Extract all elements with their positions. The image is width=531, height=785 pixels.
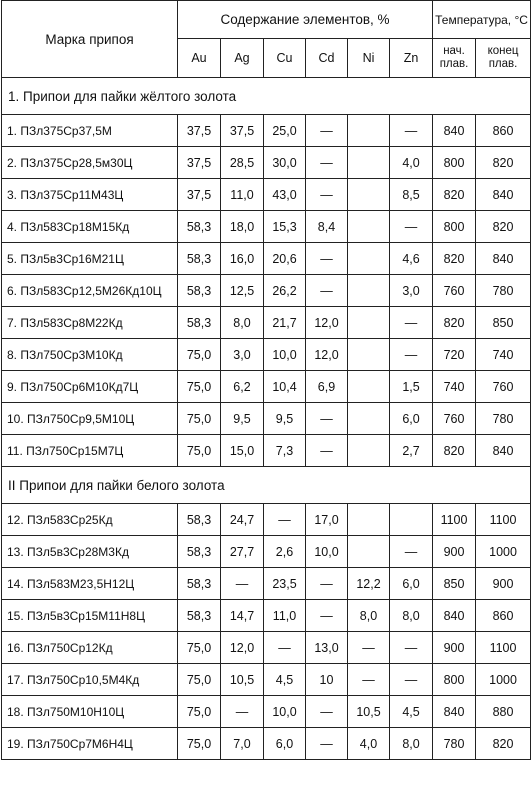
solder-grade-cell: 14. ПЗл583М23,5Н12Ц <box>2 568 178 600</box>
cell-start: 840 <box>433 696 476 728</box>
cell-ni <box>348 147 390 179</box>
cell-au: 75,0 <box>178 728 221 760</box>
cell-cu: 7,3 <box>264 435 306 467</box>
cell-start: 760 <box>433 275 476 307</box>
cell-ni <box>348 211 390 243</box>
cell-zn: 2,7 <box>390 435 433 467</box>
table-row <box>2 179 531 211</box>
cell-au: 75,0 <box>178 403 221 435</box>
cell-cu: 20,6 <box>264 243 306 275</box>
element-header-ni: Ni <box>348 39 390 78</box>
cell-ni: 4,0 <box>348 728 390 760</box>
cell-au: 58,3 <box>178 307 221 339</box>
cell-zn: — <box>390 632 433 664</box>
cell-au: 58,3 <box>178 504 221 536</box>
element-header-cd: Cd <box>306 39 348 78</box>
element-header-au: Au <box>178 39 221 78</box>
cell-cd: 12,0 <box>306 307 348 339</box>
temperature-column-header: Температура, °С <box>433 1 531 39</box>
cell-ni <box>348 115 390 147</box>
cell-ag: 6,2 <box>221 371 264 403</box>
solder-grade-cell: 16. ПЗл750Ср12Кд <box>2 632 178 664</box>
cell-end: 850 <box>476 307 531 339</box>
cell-end: 860 <box>476 115 531 147</box>
solder-grade-cell: 1. ПЗл375Ср37,5М <box>2 115 178 147</box>
cell-ag: 12,5 <box>221 275 264 307</box>
cell-cu: 26,2 <box>264 275 306 307</box>
cell-ni: 10,5 <box>348 696 390 728</box>
cell-end: 1000 <box>476 664 531 696</box>
cell-cd: 17,0 <box>306 504 348 536</box>
cell-au: 37,5 <box>178 115 221 147</box>
cell-zn: 8,0 <box>390 600 433 632</box>
table-row <box>2 728 531 760</box>
section-title: 1. Припои для пайки жёлтого золота <box>2 78 531 115</box>
grade-column-header: Марка припоя <box>2 1 178 78</box>
cell-zn: 3,0 <box>390 275 433 307</box>
cell-zn: — <box>390 211 433 243</box>
cell-cd: — <box>306 435 348 467</box>
cell-end: 820 <box>476 211 531 243</box>
solder-grade-cell: 3. ПЗл375Ср11М43Ц <box>2 179 178 211</box>
cell-ag: 11,0 <box>221 179 264 211</box>
cell-au: 37,5 <box>178 179 221 211</box>
solder-grade-cell: 19. ПЗл750Ср7М6Н4Ц <box>2 728 178 760</box>
solder-grade-cell: 11. ПЗл750Ср15М7Ц <box>2 435 178 467</box>
cell-start: 820 <box>433 307 476 339</box>
cell-ag: 7,0 <box>221 728 264 760</box>
cell-cd: — <box>306 179 348 211</box>
cell-end: 840 <box>476 435 531 467</box>
cell-end: 1100 <box>476 632 531 664</box>
cell-zn: 4,5 <box>390 696 433 728</box>
cell-zn: 6,0 <box>390 568 433 600</box>
solder-grade-cell: 9. ПЗл750Ср6М10Кд7Ц <box>2 371 178 403</box>
cell-ag: 28,5 <box>221 147 264 179</box>
table-row <box>2 371 531 403</box>
cell-ni <box>348 403 390 435</box>
cell-end: 760 <box>476 371 531 403</box>
cell-zn <box>390 504 433 536</box>
cell-start: 820 <box>433 243 476 275</box>
cell-ag: 10,5 <box>221 664 264 696</box>
solder-grade-cell: 13. ПЗл5в3Ср28М3Кд <box>2 536 178 568</box>
cell-au: 58,3 <box>178 568 221 600</box>
cell-ni <box>348 275 390 307</box>
cell-au: 75,0 <box>178 632 221 664</box>
cell-end: 740 <box>476 339 531 371</box>
cell-cd: — <box>306 275 348 307</box>
cell-cd: — <box>306 728 348 760</box>
cell-start: 780 <box>433 728 476 760</box>
cell-cu: 10,4 <box>264 371 306 403</box>
solder-grade-cell: 4. ПЗл583Ср18М15Кд <box>2 211 178 243</box>
cell-cu: 43,0 <box>264 179 306 211</box>
cell-cu: 21,7 <box>264 307 306 339</box>
solder-grade-cell: 7. ПЗл583Ср8М22Кд <box>2 307 178 339</box>
cell-start: 760 <box>433 403 476 435</box>
cell-ag: 14,7 <box>221 600 264 632</box>
cell-cd: — <box>306 600 348 632</box>
cell-ag: 12,0 <box>221 632 264 664</box>
table-header <box>2 1 531 78</box>
solder-grade-cell: 2. ПЗл375Ср28,5м30Ц <box>2 147 178 179</box>
cell-ni <box>348 371 390 403</box>
cell-ag: 37,5 <box>221 115 264 147</box>
element-header-cu: Cu <box>264 39 306 78</box>
cell-ag: 24,7 <box>221 504 264 536</box>
cell-zn: 4,6 <box>390 243 433 275</box>
cell-end: 880 <box>476 696 531 728</box>
cell-ni: 8,0 <box>348 600 390 632</box>
table-row <box>2 243 531 275</box>
cell-cd: — <box>306 403 348 435</box>
section-header-row <box>2 467 531 504</box>
cell-start: 1100 <box>433 504 476 536</box>
cell-zn: — <box>390 664 433 696</box>
cell-ag: 27,7 <box>221 536 264 568</box>
cell-cu: 23,5 <box>264 568 306 600</box>
table-row <box>2 307 531 339</box>
cell-cd: — <box>306 147 348 179</box>
melt-start-header: нач. плав. <box>433 39 476 78</box>
cell-zn: 8,5 <box>390 179 433 211</box>
table-row <box>2 504 531 536</box>
solder-grade-cell: 17. ПЗл750Ср10,5М4Кд <box>2 664 178 696</box>
cell-end: 1100 <box>476 504 531 536</box>
cell-end: 840 <box>476 243 531 275</box>
cell-ag: 9,5 <box>221 403 264 435</box>
cell-au: 58,3 <box>178 275 221 307</box>
cell-cu: 15,3 <box>264 211 306 243</box>
table-row <box>2 339 531 371</box>
cell-start: 900 <box>433 536 476 568</box>
cell-start: 800 <box>433 211 476 243</box>
cell-cd: 10 <box>306 664 348 696</box>
cell-au: 58,3 <box>178 536 221 568</box>
cell-start: 740 <box>433 371 476 403</box>
solder-grade-cell: 18. ПЗл750М10Н10Ц <box>2 696 178 728</box>
table-row <box>2 403 531 435</box>
table-row <box>2 435 531 467</box>
cell-au: 75,0 <box>178 371 221 403</box>
cell-ni <box>348 536 390 568</box>
cell-end: 840 <box>476 179 531 211</box>
cell-cd: 12,0 <box>306 339 348 371</box>
cell-au: 58,3 <box>178 243 221 275</box>
cell-cd: 10,0 <box>306 536 348 568</box>
table-row <box>2 664 531 696</box>
table-body <box>2 78 531 760</box>
cell-cd: 13,0 <box>306 632 348 664</box>
cell-ag: 16,0 <box>221 243 264 275</box>
cell-cu: 9,5 <box>264 403 306 435</box>
table-row <box>2 275 531 307</box>
solder-grade-cell: 12. ПЗл583Ср25Кд <box>2 504 178 536</box>
cell-ag: 15,0 <box>221 435 264 467</box>
solder-composition-table <box>1 0 531 760</box>
cell-au: 58,3 <box>178 600 221 632</box>
cell-cd: — <box>306 568 348 600</box>
solder-grade-cell: 10. ПЗл750Ср9,5М10Ц <box>2 403 178 435</box>
cell-end: 780 <box>476 403 531 435</box>
section-title: II Припои для пайки белого золота <box>2 467 531 504</box>
cell-cd: — <box>306 696 348 728</box>
solder-grade-cell: 6. ПЗл583Ср12,5М26Кд10Ц <box>2 275 178 307</box>
table-row <box>2 115 531 147</box>
cell-ag: — <box>221 696 264 728</box>
cell-start: 820 <box>433 179 476 211</box>
table-row <box>2 696 531 728</box>
cell-au: 37,5 <box>178 147 221 179</box>
cell-zn: 4,0 <box>390 147 433 179</box>
cell-au: 58,3 <box>178 211 221 243</box>
table-row <box>2 147 531 179</box>
cell-start: 800 <box>433 147 476 179</box>
table-row <box>2 600 531 632</box>
cell-cu: — <box>264 632 306 664</box>
cell-cd: 8,4 <box>306 211 348 243</box>
cell-cu: — <box>264 504 306 536</box>
cell-start: 840 <box>433 600 476 632</box>
melt-end-header: конец плав. <box>476 39 531 78</box>
solder-grade-cell: 15. ПЗл5в3Ср15М11Н8Ц <box>2 600 178 632</box>
cell-au: 75,0 <box>178 696 221 728</box>
cell-start: 850 <box>433 568 476 600</box>
cell-cu: 4,5 <box>264 664 306 696</box>
cell-end: 820 <box>476 728 531 760</box>
cell-zn: 8,0 <box>390 728 433 760</box>
cell-end: 820 <box>476 147 531 179</box>
cell-ag: — <box>221 568 264 600</box>
content-column-header: Содержание элементов, % <box>178 1 433 39</box>
cell-end: 860 <box>476 600 531 632</box>
cell-zn: 6,0 <box>390 403 433 435</box>
cell-end: 780 <box>476 275 531 307</box>
cell-ag: 18,0 <box>221 211 264 243</box>
cell-zn: — <box>390 536 433 568</box>
solder-grade-cell: 5. ПЗл5в3Ср16М21Ц <box>2 243 178 275</box>
cell-start: 800 <box>433 664 476 696</box>
cell-cu: 25,0 <box>264 115 306 147</box>
cell-cu: 30,0 <box>264 147 306 179</box>
cell-ni <box>348 307 390 339</box>
element-header-ag: Ag <box>221 39 264 78</box>
table-row <box>2 211 531 243</box>
cell-cu: 10,0 <box>264 696 306 728</box>
cell-zn: — <box>390 307 433 339</box>
cell-cu: 2,6 <box>264 536 306 568</box>
cell-cd: — <box>306 115 348 147</box>
cell-ni: — <box>348 632 390 664</box>
cell-cd: — <box>306 243 348 275</box>
section-header-row <box>2 78 531 115</box>
table-row <box>2 568 531 600</box>
cell-start: 840 <box>433 115 476 147</box>
cell-ni: — <box>348 664 390 696</box>
element-header-zn: Zn <box>390 39 433 78</box>
cell-au: 75,0 <box>178 435 221 467</box>
cell-au: 75,0 <box>178 664 221 696</box>
cell-start: 900 <box>433 632 476 664</box>
table-row <box>2 632 531 664</box>
cell-start: 720 <box>433 339 476 371</box>
cell-zn: — <box>390 115 433 147</box>
cell-end: 1000 <box>476 536 531 568</box>
cell-ag: 8,0 <box>221 307 264 339</box>
cell-ni <box>348 435 390 467</box>
solder-grade-cell: 8. ПЗл750Ср3М10Кд <box>2 339 178 371</box>
table-row <box>2 536 531 568</box>
cell-ni <box>348 339 390 371</box>
cell-ag: 3,0 <box>221 339 264 371</box>
cell-ni <box>348 243 390 275</box>
cell-ni: 12,2 <box>348 568 390 600</box>
cell-zn: 1,5 <box>390 371 433 403</box>
cell-end: 900 <box>476 568 531 600</box>
cell-start: 820 <box>433 435 476 467</box>
cell-ni <box>348 179 390 211</box>
cell-cd: 6,9 <box>306 371 348 403</box>
cell-au: 75,0 <box>178 339 221 371</box>
cell-cu: 11,0 <box>264 600 306 632</box>
cell-zn: — <box>390 339 433 371</box>
cell-cu: 10,0 <box>264 339 306 371</box>
cell-ni <box>348 504 390 536</box>
cell-cu: 6,0 <box>264 728 306 760</box>
